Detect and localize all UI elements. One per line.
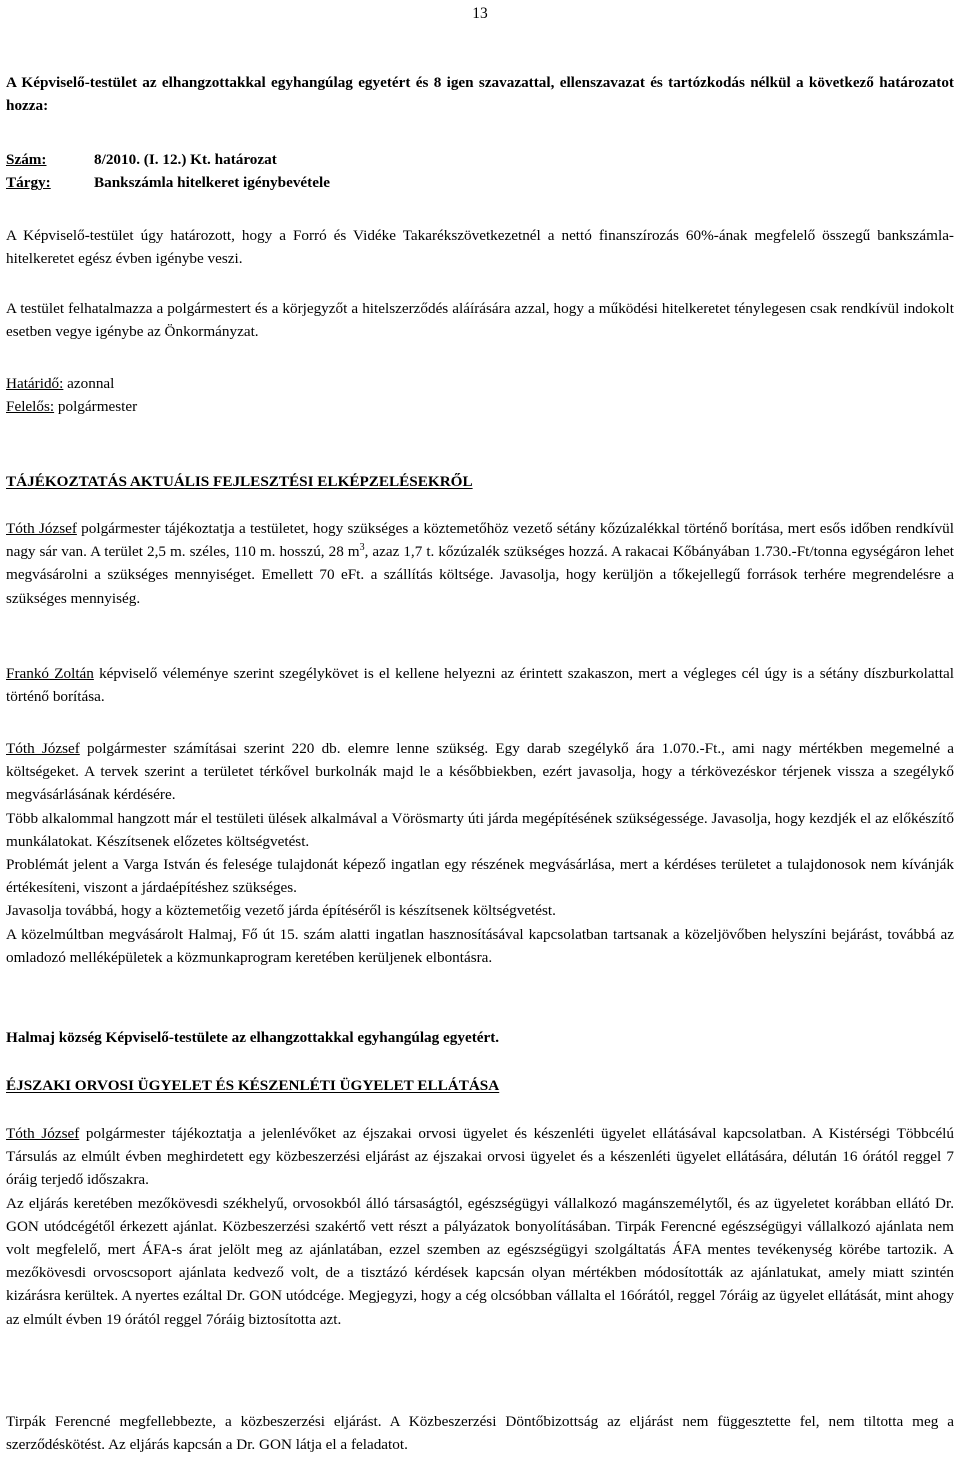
s2-paragraph-2: Az eljárás keretében mezőkövesdi székhelyű, orvosokból álló társaságtól, egészségügyi vállalkozó magánszemélytől, és az ügyeletet korábban ellátó Dr. GON utódcégétől érkezett ajánlat. Közbeszerzési szakértő vett részt a pályázatok bonyolításában. Tirpák Ferencné egészségügyi vállalkozó ajánlata nem volt megfelelő, mert ÁFA-s árat jelölt meg az ajánlatában, ezzel szemben az egészségügyi szolgáltatás ÁFA mentes tevékenység körébe tartozik. A mezőkövesdi orvoscsoport ajánlata kedvező volt, de a tisztázó kérdések kapcsán olyan mértékben módosították az ajánlatukat, amely miatt szintén kizárásra kerültek. A nyertes ezáltal Dr. GON utódcége. Megjegyzi, hogy a cég olcsóbban vállalta el 16órától, reggel 7óráig az ügyelet ellátását, mint ahogy az elmúlt évben 19 órától reggel 7óráig biztosította azt. <box>6 1194 954 1328</box>
s1-paragraph-6: Javasolja továbbá, hogy a köztemetőig vezető járda építéséről is készítsenek költségvetést. <box>6 902 556 920</box>
section-heading-night-duty: ÉJSZAKI ORVOSI ÜGYELET ÉS KÉSZENLÉTI ÜGYELET ELLÁTÁSA <box>6 1077 500 1094</box>
number-label: Szám: <box>6 151 47 168</box>
s1-paragraph-3: Tóth József polgármester számításai szerint 220 db. elemre lenne szükség. Egy darab szegélykő ára 1.070.-Ft., ami nagy mértékben megemelné a költségeket. A tervek szerint a területet térkővel burkolnák majd le a későbbiekben, ezért javasolja, hogy a térkövezéskor térjenek vissza a szegélykő megvásárlásának kérdésére. Több alkalommal hangzott már el testületi ülések alkalmával a Vörösmarty úti járda megépítésének szükségessége. Javasolja, hogy kezdjék el az előkészítő munkálatokat. Készítsenek előzetes költségvetést. Problémát jelent a Varga István és felesége tulajdonát képező ingatlan egy részének megvásárlása, mert a kérdéses területet a tulajdonosok nem kívánják értékesíteni, viszont a járdaépítéshez szükséges. Javasolja továbbá, hogy a köztemetőig vezető járda építéséről is készítsenek költségvetést. A közelmúltban megvásárolt Halmaj, Fő út 15. szám alatti ingatlan hasznosításával kapcsolatban tartsanak a közeljövőben helyszíni bejárást, továbbá az omladozó melléképületek a közmunkaprogram keretében kerüljenek elbontásra. <box>6 737 954 969</box>
intro-paragraph: A Képviselő-testület az elhangzottakkal egyhangúlag egyetért és 8 igen szavazattal, ellenszavazat és tartózkodás nélkül a következő határozatot hozza: <box>6 74 954 115</box>
section-heading-development: TÁJÉKOZTATÁS AKTUÁLIS FEJLESZTÉSI ELKÉPZELÉSEKRŐL <box>6 473 473 490</box>
resolution-deadline <box>6 372 954 418</box>
s1-paragraph-2: Frankó Zoltán képviselő véleménye szerint szegélykövet is el kellene helyezni az érintett szakaszon, mert a végleges cél úgy is a sétány díszburkolattal történő borítása. <box>6 665 954 706</box>
s2-paragraph-1: Tóth József polgármester tájékoztatja a jelenlévőket az éjszakai orvosi ügyelet és készenléti ügyelet ellátásával kapcsolatban. A Kistérségi Többcélú Társulás az elmúlt évben meghirdetett egy közbeszerzési eljárást az éjszakai orvosi ügyelet és a készenléti ügyelet ellátására, délután 16 órától reggel 7 óráig terjedő időszakra. Az eljárás keretében mezőkövesdi székhelyű, orvosokból álló társaságtól, egészségügyi vállalkozó magánszemélytől, és az ügyeletet korábban ellátó Dr. GON utódcégétől érkezett ajánlat. Közbeszerzési szakértő vett részt a pályázatok bonyolításában. Tirpák Ferencné egészségügyi vállalkozó ajánlata nem volt megfelelő, mert ÁFA-s árat jelölt meg az ajánlatában, ezzel szemben az egészségügyi szolgáltatás ÁFA mentes tevékenység körébe tartozik. A mezőkövesdi orvoscsoport ajánlata kedvező volt, de a tisztázó kérdések kapcsán olyan mértékben módosították az ajánlatukat, amely miatt szintén kizárásra kerültek. A nyertes ezáltal Dr. GON utódcége. Megjegyzi, hogy a cég olcsóbban vállalta el 16órától, reggel 7óráig az ügyelet ellátását, mint ahogy az elmúlt évben 19 órától reggel 7óráig biztosította azt. <box>6 1122 954 1331</box>
resolution-number-row <box>6 148 954 171</box>
number-value: 8/2010. (I. 12.) Kt. határozat <box>94 151 277 168</box>
deadline-value: azonnal <box>63 375 115 392</box>
s2-paragraph-3: Tirpák Ferencné megfellebbezte, a közbeszerzési eljárást. A Közbeszerzési Döntőbizottság az eljárást nem függesztette fel, nem tiltotta meg a szerződéskötést. Az eljárás kapcsán a Dr. GON látja el a feladatot. <box>6 1413 954 1454</box>
s1-conclusion: Halmaj község Képviselő-testülete az elhangzottakkal egyhangúlag egyetért. <box>6 1029 500 1046</box>
subject-label: Tárgy: <box>6 174 51 192</box>
deadline-label: Határidő: <box>6 375 64 392</box>
s1-paragraph-4: Több alkalommal hangzott már el testületi ülések alkalmával a Vörösmarty úti járda megépítésének szükségessége. Javasolja, hogy kezdjék el az előkészítő munkálatokat. Készítsenek előzetes költségvetést. <box>6 809 954 850</box>
responsible-value: polgármester <box>54 398 138 416</box>
s1-paragraph-7: A közelmúltban megvásárolt Halmaj, Fő út 15. szám alatti ingatlan hasznosításával kapcsolatban tartsanak a közeljövőben helyszíni bejárást, továbbá az omladozó melléképületek a közmunkaprogram keretében kerüljenek elbontásra. <box>6 925 954 966</box>
responsible-label: Felelős: <box>6 398 55 416</box>
resolution-subject-row <box>6 171 954 194</box>
speaker-name: Frankó Zoltán <box>6 665 94 682</box>
speaker-name: Tóth József <box>6 1125 80 1142</box>
page-number: 13 <box>472 5 488 22</box>
speaker-name: Tóth József <box>6 520 77 537</box>
s1-paragraph-5: Problémát jelent a Varga István és felesége tulajdonát képező ingatlan egy részének megvásárlása, mert a kérdéses területet a tulajdonosok nem kívánják értékesíteni, viszont a járdaépítéshez szükséges. <box>6 856 954 897</box>
resolution-header <box>6 148 954 194</box>
speaker-name: Tóth József <box>6 740 80 757</box>
s1-paragraph-1: Tóth József polgármester tájékoztatja a testületet, hogy szükséges a köztemetőhöz vezető sétány kőzúzalékkal történő borítása, mert esős időben rendkívül nagy sár van. A terület 2,5 m. széles, 110 m. hosszú, 28 $m^3$, azaz 1,7 t. kőzúzalék szükséges hozzá. A rakacai Kőbányában 1.730.-Ft/tonna egységáron lehet megvásárolni a szükséges mennyiséget. Emellett 70 eFt. a szállítás költsége. Javasolja, hogy kerüljön a tőkejellegű források terhére megrendelésre a szükséges mennyiség. <box>6 520 954 607</box>
resolution-paragraph-2: A testület felhatalmazza a polgármestert és a körjegyzőt a hitelszerződés aláírására azzal, hogy a működési hitelkeretet ténylegesen csak rendkívül indokolt esetben vegye igénybe az Önkormányzat. <box>6 300 954 341</box>
resolution-paragraph-1: A Képviselő-testület úgy határozott, hogy a Forró és Vidéke Takarékszövetkezetnél a nettó finanszírozás 60%-ának megfelelő összegű bankszámla-hitelkeretet egész évben igénybe veszi. <box>6 227 954 268</box>
subject-value: Bankszámla hitelkeret igénybevétele <box>94 174 330 192</box>
